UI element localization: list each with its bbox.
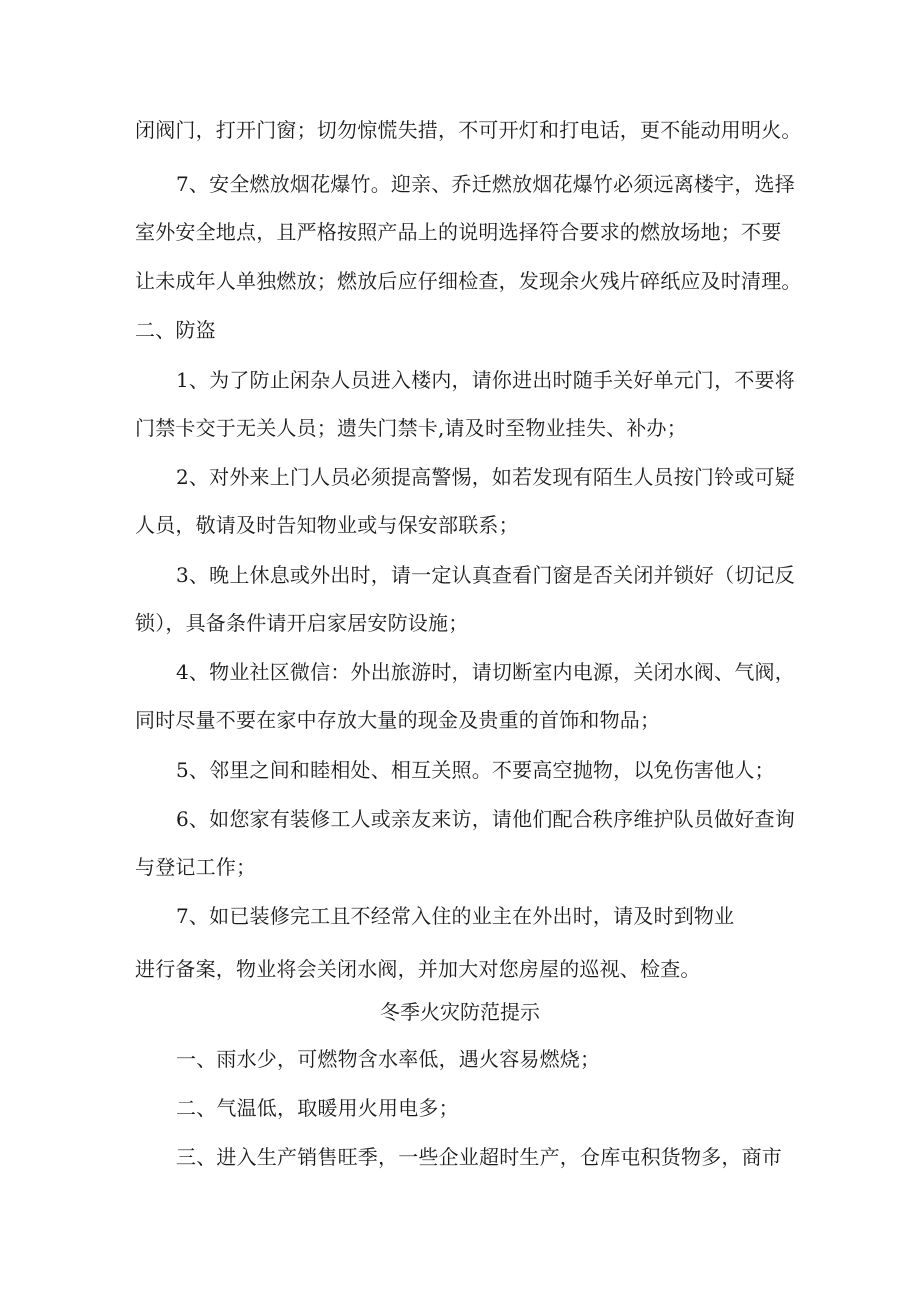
text-line: 2、对外来上门人员必须提高警惕，如若发现有陌生人员按门铃或可疑 — [176, 465, 795, 489]
text-line: 门禁卡交于无关人员；遗失门禁卡,请及时至物业挂失、补办； — [135, 416, 687, 440]
text-line: 3、晚上休息或外出时，请一定认真查看门窗是否关闭并锁好（切记反 — [176, 563, 795, 587]
text-line: 与登记工作； — [135, 855, 257, 879]
text-line: 7、安全燃放烟花爆竹。迎亲、乔迁燃放烟花爆竹必须远离楼宇，选择 — [176, 172, 795, 196]
text-line: 闭阀门，打开门窗；切勿惊慌失措，不可开灯和打电话，更不能动用明火。 — [135, 118, 802, 142]
text-line: 人员，敬请及时告知物业或与保安部联系； — [135, 513, 519, 537]
text-line: 4、物业社区微信：外出旅游时，请切断室内电源，关闭水阀、气阀， — [176, 660, 795, 684]
text-line: 同时尽量不要在家中存放大量的现金及贵重的首饰和物品； — [135, 708, 661, 732]
text-line: 6、如您家有装修工人或亲友来访，请他们配合秩序维护队员做好查询 — [176, 807, 795, 831]
text-line: 进行备案，物业将会关闭水阀，并加大对您房屋的巡视、检查。 — [135, 957, 701, 981]
text-line: 二、气温低，取暖用火用电多； — [176, 1096, 459, 1120]
text-line: 三、进入生产销售旺季，一些企业超时生产，仓库屯积货物多，商市 — [176, 1145, 782, 1169]
text-line: 让未成年人单独燃放；燃放后应仔细检查，发现余火残片碎纸应及时清理。 — [135, 269, 802, 293]
text-line: 1、为了防止闲杂人员进入楼内，请你进出时随手关好单元门，不要将 — [176, 368, 795, 392]
text-line: 一、雨水少，可燃物含水率低，遇火容易燃烧； — [176, 1047, 601, 1071]
text-line: 7、如已装修完工且不经常入住的业主在外出时，请及时到物业 — [176, 904, 735, 928]
section-title: 冬季火灾防范提示 — [380, 1000, 540, 1024]
section-heading: 二、防盗 — [135, 318, 216, 342]
text-line: 室外安全地点，且严格按照产品上的说明选择符合要求的燃放场地；不要 — [135, 220, 782, 244]
text-line: 锁），具备条件请开启家居安防设施； — [135, 611, 469, 635]
text-line: 5、邻里之间和睦相处、相互关照。不要高空抛物，以免伤害他人； — [176, 758, 775, 782]
